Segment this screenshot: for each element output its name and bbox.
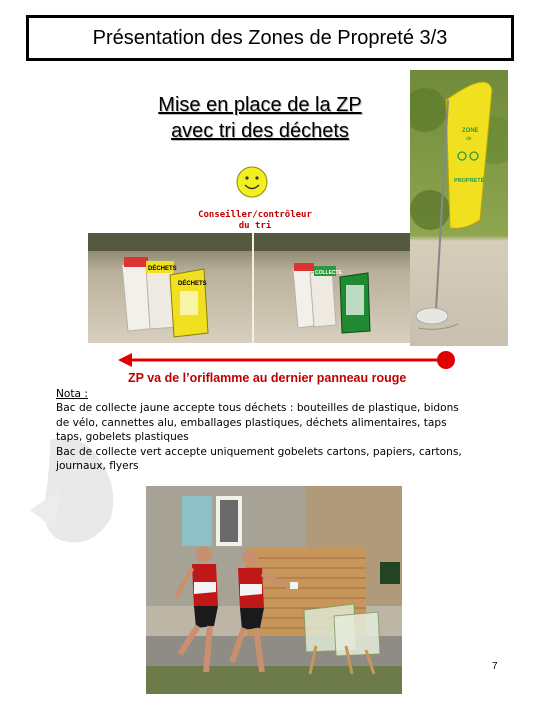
conseiller-label <box>180 210 330 232</box>
svg-text:DÉCHETS: DÉCHETS <box>178 281 207 287</box>
red-sign-left <box>124 257 148 267</box>
flag-text-1: ZONE <box>462 128 479 134</box>
left-sign-text: DÉCHETS <box>148 266 177 272</box>
page-number: 7 <box>492 661 498 672</box>
note-line: taps, gobelets plastiques <box>56 431 189 444</box>
zone-extent-arrow <box>118 348 460 372</box>
note-line: de vélo, cannettes alu, emballages plastiques, déchets alimentaires, taps <box>56 416 447 429</box>
conseiller-line-2: du tri <box>238 221 272 231</box>
runners-photo <box>146 486 402 694</box>
slide-title <box>26 15 514 61</box>
slide-subtitle <box>110 92 410 144</box>
zp-caption: ZP va de l’oriflamme au dernier panneau rouge <box>128 371 407 385</box>
note-line: journaux, flyers <box>56 460 139 473</box>
zone-photo <box>88 233 410 343</box>
flag-text-3: PROPRETÉ <box>454 178 485 184</box>
smiley-icon <box>236 166 268 198</box>
subtitle-line-2: avec tri des déchets <box>171 120 349 142</box>
right-sign-text: COLLECTE <box>315 270 342 276</box>
flag-photo <box>410 70 508 346</box>
subtitle-line-1: Mise en place de la ZP <box>158 94 362 116</box>
flag-text-2: de <box>466 136 472 142</box>
note-line: Bac de collecte jaune accepte tous déchets : bouteilles de plastique, bidons <box>56 402 459 415</box>
conseiller-line-1: Conseiller/contrôleur <box>198 210 312 220</box>
note-heading: Nota : <box>56 388 88 400</box>
note-block <box>56 387 522 473</box>
note-line: Bac de collecte vert accepte uniquement gobelets cartons, papiers, cartons, <box>56 445 462 458</box>
slide-title-text: Présentation des Zones de Propreté 3/3 <box>92 26 448 49</box>
